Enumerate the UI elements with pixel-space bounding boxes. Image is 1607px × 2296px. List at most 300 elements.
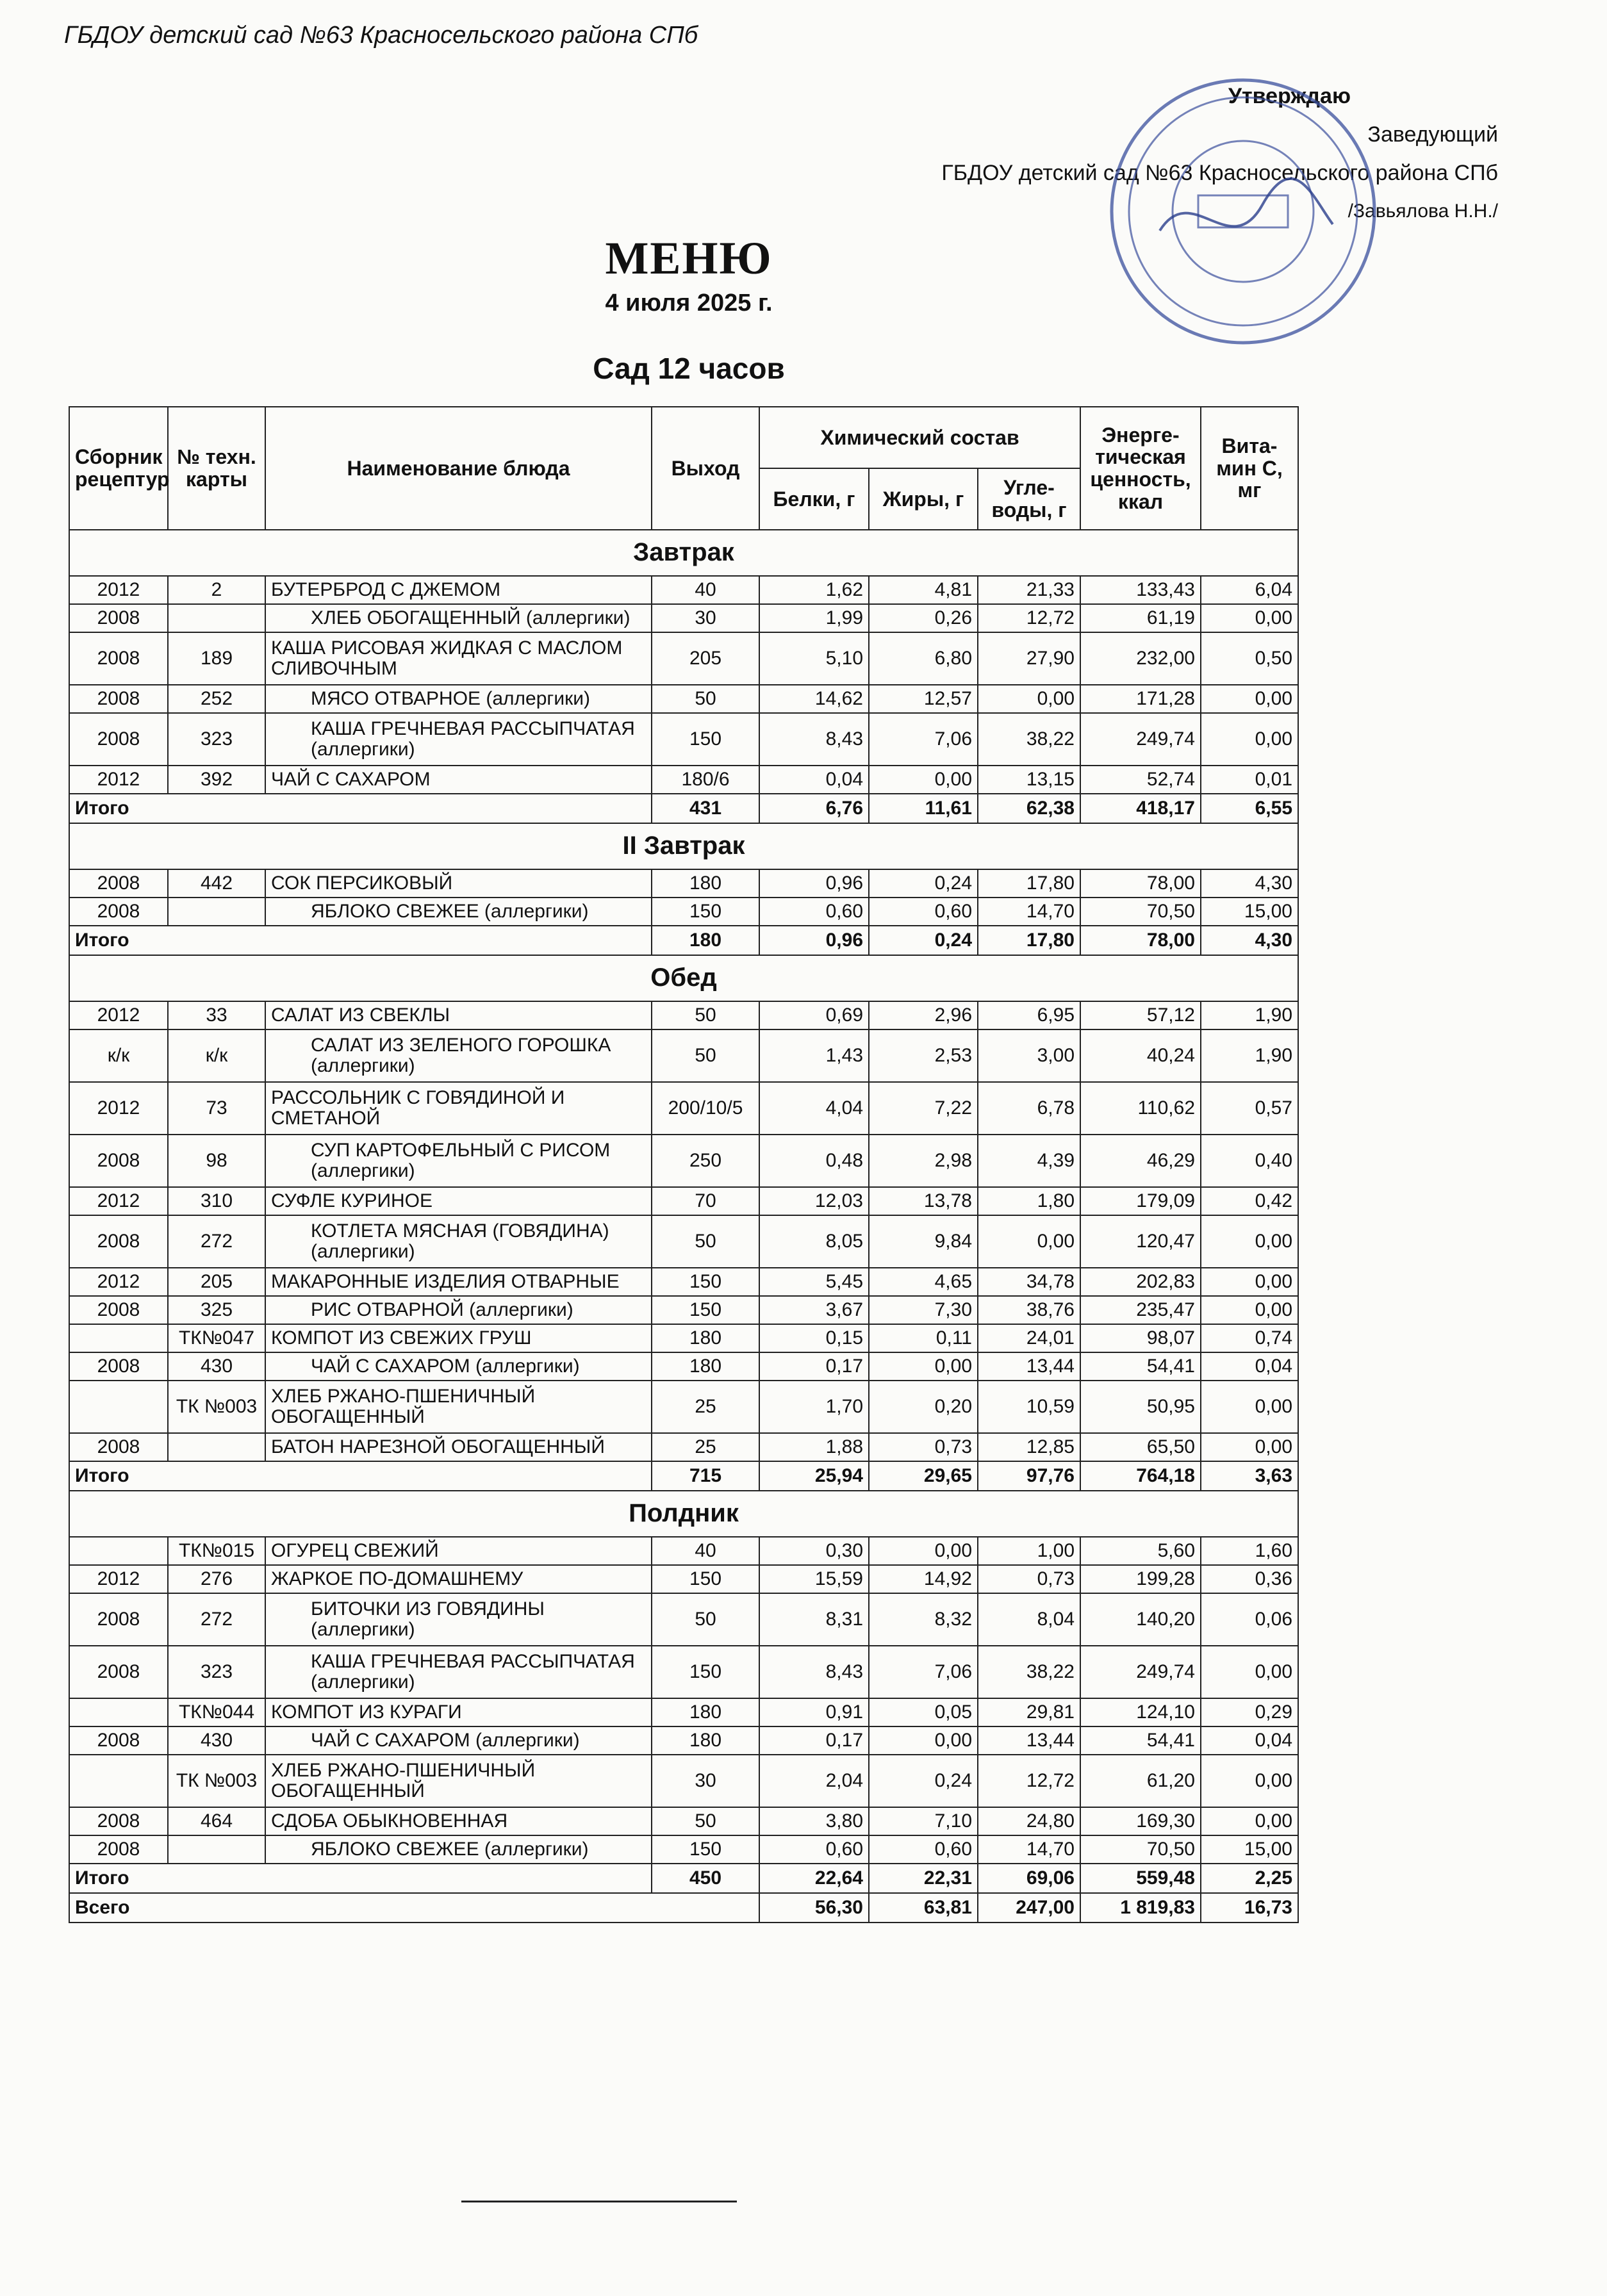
cell-energy: 52,74 bbox=[1080, 766, 1201, 794]
cell-card: 73 bbox=[168, 1082, 265, 1135]
total-label: Итого bbox=[69, 1461, 652, 1491]
cell-protein: 3,67 bbox=[759, 1296, 869, 1324]
total-row bbox=[69, 794, 1298, 823]
total-energy: 559,48 bbox=[1080, 1864, 1201, 1893]
cell-protein: 1,88 bbox=[759, 1433, 869, 1461]
cell-collection: 2008 bbox=[69, 1593, 168, 1646]
cell-dish-name: СУП КАРТОФЕЛЬНЫЙ С РИСОМ (аллергики) bbox=[265, 1135, 652, 1187]
cell-carbs: 0,00 bbox=[978, 1215, 1080, 1268]
grand-total-energy: 1 819,83 bbox=[1080, 1893, 1201, 1923]
cell-card: ТК №003 bbox=[168, 1381, 265, 1433]
total-vitamin: 4,30 bbox=[1201, 926, 1298, 955]
cell-output: 150 bbox=[652, 1268, 759, 1296]
cell-fat: 0,00 bbox=[869, 766, 978, 794]
cell-card: 464 bbox=[168, 1807, 265, 1835]
cell-energy: 110,62 bbox=[1080, 1082, 1201, 1135]
cell-carbs: 10,59 bbox=[978, 1381, 1080, 1433]
cell-fat: 0,73 bbox=[869, 1433, 978, 1461]
page-title: МЕНЮ bbox=[605, 233, 773, 284]
cell-fat: 0,60 bbox=[869, 898, 978, 926]
cell-dish-name: БАТОН НАРЕЗНОЙ ОБОГАЩЕННЫЙ bbox=[265, 1433, 652, 1461]
cell-protein: 8,05 bbox=[759, 1215, 869, 1268]
cell-fat: 0,00 bbox=[869, 1537, 978, 1565]
total-carbs: 17,80 bbox=[978, 926, 1080, 955]
cell-energy: 54,41 bbox=[1080, 1726, 1201, 1755]
menu-table bbox=[69, 406, 1299, 1923]
table-row bbox=[69, 1433, 1298, 1461]
cell-fat: 0,00 bbox=[869, 1352, 978, 1381]
cell-output: 150 bbox=[652, 1565, 759, 1593]
approval-position: Заведующий bbox=[1367, 122, 1498, 147]
total-output: 431 bbox=[652, 794, 759, 823]
cell-collection: 2008 bbox=[69, 1835, 168, 1864]
table-row bbox=[69, 1593, 1298, 1646]
cell-output: 50 bbox=[652, 685, 759, 713]
cell-protein: 0,15 bbox=[759, 1324, 869, 1352]
cell-carbs: 13,44 bbox=[978, 1726, 1080, 1755]
cell-fat: 7,06 bbox=[869, 1646, 978, 1698]
cell-vitamin: 0,00 bbox=[1201, 1807, 1298, 1835]
cell-dish-name: ХЛЕБ РЖАНО-ПШЕНИЧНЫЙ ОБОГАЩЕННЫЙ bbox=[265, 1755, 652, 1807]
approval-title: Утверждаю bbox=[1228, 84, 1351, 108]
header-output: Выход bbox=[652, 407, 759, 530]
cell-card: 430 bbox=[168, 1726, 265, 1755]
cell-dish-name: ХЛЕБ ОБОГАЩЕННЫЙ (аллергики) bbox=[265, 604, 652, 632]
organization-name: ГБДОУ детский сад №63 Красносельского района СПб bbox=[64, 22, 698, 49]
cell-output: 50 bbox=[652, 1593, 759, 1646]
cell-collection: 2008 bbox=[69, 869, 168, 898]
cell-output: 70 bbox=[652, 1187, 759, 1215]
cell-fat: 0,11 bbox=[869, 1324, 978, 1352]
cell-carbs: 27,90 bbox=[978, 632, 1080, 685]
cell-fat: 2,53 bbox=[869, 1029, 978, 1082]
cell-card: 430 bbox=[168, 1352, 265, 1381]
cell-fat: 6,80 bbox=[869, 632, 978, 685]
total-carbs: 97,76 bbox=[978, 1461, 1080, 1491]
cell-collection: 2008 bbox=[69, 632, 168, 685]
cell-energy: 232,00 bbox=[1080, 632, 1201, 685]
table-row bbox=[69, 1537, 1298, 1565]
cell-carbs: 8,04 bbox=[978, 1593, 1080, 1646]
cell-energy: 61,20 bbox=[1080, 1755, 1201, 1807]
cell-card: 276 bbox=[168, 1565, 265, 1593]
header-vitamin: Вита-мин С, мг bbox=[1201, 407, 1298, 530]
cell-protein: 0,96 bbox=[759, 869, 869, 898]
cell-output: 180 bbox=[652, 1698, 759, 1726]
cell-vitamin: 1,90 bbox=[1201, 1001, 1298, 1029]
cell-vitamin: 0,00 bbox=[1201, 685, 1298, 713]
table-row bbox=[69, 1324, 1298, 1352]
cell-carbs: 3,00 bbox=[978, 1029, 1080, 1082]
cell-collection: 2008 bbox=[69, 1296, 168, 1324]
cell-dish-name: РАССОЛЬНИК С ГОВЯДИНОЙ И СМЕТАНОЙ bbox=[265, 1082, 652, 1135]
total-output: 180 bbox=[652, 926, 759, 955]
cell-fat: 9,84 bbox=[869, 1215, 978, 1268]
cell-protein: 12,03 bbox=[759, 1187, 869, 1215]
cell-vitamin: 0,00 bbox=[1201, 1646, 1298, 1698]
cell-output: 150 bbox=[652, 1835, 759, 1864]
table-row bbox=[69, 1835, 1298, 1864]
cell-card: 33 bbox=[168, 1001, 265, 1029]
cell-dish-name: ЧАЙ С САХАРОМ (аллергики) bbox=[265, 1726, 652, 1755]
cell-card: 205 bbox=[168, 1268, 265, 1296]
total-vitamin: 6,55 bbox=[1201, 794, 1298, 823]
cell-collection: 2012 bbox=[69, 766, 168, 794]
cell-card: 392 bbox=[168, 766, 265, 794]
total-carbs: 62,38 bbox=[978, 794, 1080, 823]
section-header-row bbox=[69, 1491, 1298, 1537]
cell-collection: 2008 bbox=[69, 1807, 168, 1835]
cell-dish-name: КАША РИСОВАЯ ЖИДКАЯ С МАСЛОМ СЛИВОЧНЫМ bbox=[265, 632, 652, 685]
total-row bbox=[69, 1864, 1298, 1893]
cell-vitamin: 0,06 bbox=[1201, 1593, 1298, 1646]
table-row bbox=[69, 869, 1298, 898]
cell-output: 180/6 bbox=[652, 766, 759, 794]
cell-protein: 2,04 bbox=[759, 1755, 869, 1807]
cell-vitamin: 4,30 bbox=[1201, 869, 1298, 898]
table-row bbox=[69, 1135, 1298, 1187]
cell-dish-name: ЖАРКОЕ ПО-ДОМАШНЕМУ bbox=[265, 1565, 652, 1593]
cell-card: ТК №003 bbox=[168, 1755, 265, 1807]
cell-collection bbox=[69, 1537, 168, 1565]
cell-carbs: 38,22 bbox=[978, 713, 1080, 766]
cell-card: ТК№044 bbox=[168, 1698, 265, 1726]
cell-output: 30 bbox=[652, 604, 759, 632]
cell-output: 150 bbox=[652, 713, 759, 766]
cell-card bbox=[168, 1835, 265, 1864]
total-protein: 22,64 bbox=[759, 1864, 869, 1893]
table-row bbox=[69, 1082, 1298, 1135]
cell-output: 180 bbox=[652, 869, 759, 898]
cell-collection: 2012 bbox=[69, 1187, 168, 1215]
cell-energy: 199,28 bbox=[1080, 1565, 1201, 1593]
cell-vitamin: 0,00 bbox=[1201, 713, 1298, 766]
cell-protein: 1,62 bbox=[759, 576, 869, 604]
table-row bbox=[69, 1187, 1298, 1215]
cell-protein: 14,62 bbox=[759, 685, 869, 713]
cell-card: ТК№047 bbox=[168, 1324, 265, 1352]
cell-vitamin: 0,42 bbox=[1201, 1187, 1298, 1215]
cell-card bbox=[168, 604, 265, 632]
cell-output: 180 bbox=[652, 1324, 759, 1352]
table-row bbox=[69, 1001, 1298, 1029]
total-carbs: 69,06 bbox=[978, 1864, 1080, 1893]
total-row bbox=[69, 926, 1298, 955]
approval-org: ГБДОУ детский сад №63 Красносельского района СПб bbox=[941, 161, 1498, 185]
cell-dish-name: ЯБЛОКО СВЕЖЕЕ (аллергики) bbox=[265, 898, 652, 926]
cell-fat: 0,24 bbox=[869, 1755, 978, 1807]
cell-fat: 7,10 bbox=[869, 1807, 978, 1835]
cell-dish-name: КАША ГРЕЧНЕВАЯ РАССЫПЧАТАЯ (аллергики) bbox=[265, 1646, 652, 1698]
cell-fat: 2,96 bbox=[869, 1001, 978, 1029]
grand-total-label: Всего bbox=[69, 1893, 759, 1923]
table-row bbox=[69, 713, 1298, 766]
cell-energy: 235,47 bbox=[1080, 1296, 1201, 1324]
cell-carbs: 21,33 bbox=[978, 576, 1080, 604]
cell-fat: 8,32 bbox=[869, 1593, 978, 1646]
cell-dish-name: ЯБЛОКО СВЕЖЕЕ (аллергики) bbox=[265, 1835, 652, 1864]
cell-output: 50 bbox=[652, 1807, 759, 1835]
cell-dish-name: СОК ПЕРСИКОВЫЙ bbox=[265, 869, 652, 898]
cell-protein: 0,60 bbox=[759, 1835, 869, 1864]
cell-collection: 2012 bbox=[69, 1001, 168, 1029]
table-row bbox=[69, 766, 1298, 794]
cell-collection: 2012 bbox=[69, 1082, 168, 1135]
cell-protein: 0,60 bbox=[759, 898, 869, 926]
cell-fat: 0,05 bbox=[869, 1698, 978, 1726]
header-name: Наименование блюда bbox=[265, 407, 652, 530]
cell-energy: 78,00 bbox=[1080, 869, 1201, 898]
total-energy: 78,00 bbox=[1080, 926, 1201, 955]
cell-carbs: 14,70 bbox=[978, 898, 1080, 926]
cell-energy: 249,74 bbox=[1080, 713, 1201, 766]
table-row bbox=[69, 1565, 1298, 1593]
cell-protein: 0,04 bbox=[759, 766, 869, 794]
cell-protein: 0,30 bbox=[759, 1537, 869, 1565]
cell-dish-name: МАКАРОННЫЕ ИЗДЕЛИЯ ОТВАРНЫЕ bbox=[265, 1268, 652, 1296]
cell-dish-name: САЛАТ ИЗ ЗЕЛЕНОГО ГОРОШКА (аллергики) bbox=[265, 1029, 652, 1082]
cell-protein: 8,31 bbox=[759, 1593, 869, 1646]
cell-collection: 2008 bbox=[69, 685, 168, 713]
cell-carbs: 17,80 bbox=[978, 869, 1080, 898]
cell-dish-name: ЧАЙ С САХАРОМ (аллергики) bbox=[265, 1352, 652, 1381]
cell-carbs: 12,85 bbox=[978, 1433, 1080, 1461]
cell-vitamin: 0,00 bbox=[1201, 604, 1298, 632]
cell-output: 40 bbox=[652, 1537, 759, 1565]
cell-carbs: 14,70 bbox=[978, 1835, 1080, 1864]
cell-card: 323 bbox=[168, 713, 265, 766]
cell-protein: 1,99 bbox=[759, 604, 869, 632]
cell-card: 442 bbox=[168, 869, 265, 898]
cell-fat: 7,06 bbox=[869, 713, 978, 766]
cell-output: 50 bbox=[652, 1001, 759, 1029]
cell-fat: 13,78 bbox=[869, 1187, 978, 1215]
cell-collection: 2012 bbox=[69, 1565, 168, 1593]
total-fat: 11,61 bbox=[869, 794, 978, 823]
cell-card: 272 bbox=[168, 1215, 265, 1268]
cell-fat: 0,60 bbox=[869, 1835, 978, 1864]
cell-output: 205 bbox=[652, 632, 759, 685]
cell-fat: 4,65 bbox=[869, 1268, 978, 1296]
cell-output: 25 bbox=[652, 1381, 759, 1433]
cell-vitamin: 0,36 bbox=[1201, 1565, 1298, 1593]
grand-total-carbs: 247,00 bbox=[978, 1893, 1080, 1923]
cell-energy: 61,19 bbox=[1080, 604, 1201, 632]
section-header-row bbox=[69, 955, 1298, 1001]
total-fat: 0,24 bbox=[869, 926, 978, 955]
table-row bbox=[69, 1755, 1298, 1807]
cell-collection: 2008 bbox=[69, 1135, 168, 1187]
cell-collection: 2008 bbox=[69, 1215, 168, 1268]
cell-vitamin: 0,40 bbox=[1201, 1135, 1298, 1187]
grand-total-row bbox=[69, 1893, 1298, 1923]
cell-protein: 4,04 bbox=[759, 1082, 869, 1135]
cell-vitamin: 1,60 bbox=[1201, 1537, 1298, 1565]
cell-energy: 133,43 bbox=[1080, 576, 1201, 604]
cell-card: ТК№015 bbox=[168, 1537, 265, 1565]
grand-total-vitamin: 16,73 bbox=[1201, 1893, 1298, 1923]
cell-output: 50 bbox=[652, 1215, 759, 1268]
cell-output: 50 bbox=[652, 1029, 759, 1082]
header-fat: Жиры, г bbox=[869, 468, 978, 530]
cell-carbs: 4,39 bbox=[978, 1135, 1080, 1187]
cell-protein: 0,48 bbox=[759, 1135, 869, 1187]
cell-collection: 2012 bbox=[69, 1268, 168, 1296]
cell-card: 310 bbox=[168, 1187, 265, 1215]
cell-collection: 2008 bbox=[69, 1352, 168, 1381]
section-title: Обед bbox=[69, 955, 1298, 1001]
total-fat: 29,65 bbox=[869, 1461, 978, 1491]
cell-energy: 65,50 bbox=[1080, 1433, 1201, 1461]
cell-fat: 4,81 bbox=[869, 576, 978, 604]
cell-output: 150 bbox=[652, 898, 759, 926]
section-header-row bbox=[69, 530, 1298, 576]
cell-protein: 0,69 bbox=[759, 1001, 869, 1029]
header-chem: Химический состав bbox=[759, 407, 1080, 468]
cell-dish-name: КОТЛЕТА МЯСНАЯ (ГОВЯДИНА) (аллергики) bbox=[265, 1215, 652, 1268]
cell-protein: 15,59 bbox=[759, 1565, 869, 1593]
cell-collection: 2008 bbox=[69, 1646, 168, 1698]
cell-dish-name: СУФЛЕ КУРИНОЕ bbox=[265, 1187, 652, 1215]
cell-energy: 70,50 bbox=[1080, 1835, 1201, 1864]
cell-fat: 2,98 bbox=[869, 1135, 978, 1187]
cell-output: 30 bbox=[652, 1755, 759, 1807]
cell-dish-name: МЯСО ОТВАРНОЕ (аллергики) bbox=[265, 685, 652, 713]
total-protein: 0,96 bbox=[759, 926, 869, 955]
total-label: Итого bbox=[69, 926, 652, 955]
cell-card: 325 bbox=[168, 1296, 265, 1324]
cell-protein: 5,45 bbox=[759, 1268, 869, 1296]
cell-output: 150 bbox=[652, 1296, 759, 1324]
cell-vitamin: 0,04 bbox=[1201, 1352, 1298, 1381]
cell-fat: 0,26 bbox=[869, 604, 978, 632]
total-protein: 25,94 bbox=[759, 1461, 869, 1491]
table-row bbox=[69, 604, 1298, 632]
table-row bbox=[69, 1698, 1298, 1726]
cell-vitamin: 0,01 bbox=[1201, 766, 1298, 794]
cell-carbs: 24,01 bbox=[978, 1324, 1080, 1352]
cell-carbs: 6,78 bbox=[978, 1082, 1080, 1135]
cell-energy: 124,10 bbox=[1080, 1698, 1201, 1726]
cell-output: 180 bbox=[652, 1352, 759, 1381]
cell-carbs: 6,95 bbox=[978, 1001, 1080, 1029]
total-label: Итого bbox=[69, 1864, 652, 1893]
cell-energy: 171,28 bbox=[1080, 685, 1201, 713]
approval-signature: /Завьялова Н.Н./ bbox=[1347, 201, 1498, 222]
cell-collection: 2008 bbox=[69, 604, 168, 632]
cell-protein: 0,17 bbox=[759, 1726, 869, 1755]
cell-carbs: 38,76 bbox=[978, 1296, 1080, 1324]
table-row bbox=[69, 1807, 1298, 1835]
menu-date: 4 июля 2025 г. bbox=[605, 290, 773, 316]
cell-collection: 2008 bbox=[69, 713, 168, 766]
table-row bbox=[69, 1381, 1298, 1433]
header-protein: Белки, г bbox=[759, 468, 869, 530]
cell-card: 189 bbox=[168, 632, 265, 685]
table-row bbox=[69, 1646, 1298, 1698]
cell-collection bbox=[69, 1381, 168, 1433]
cell-fat: 12,57 bbox=[869, 685, 978, 713]
cell-collection: к/к bbox=[69, 1029, 168, 1082]
cell-vitamin: 0,04 bbox=[1201, 1726, 1298, 1755]
cell-energy: 169,30 bbox=[1080, 1807, 1201, 1835]
cell-dish-name: САЛАТ ИЗ СВЕКЛЫ bbox=[265, 1001, 652, 1029]
cell-card: 272 bbox=[168, 1593, 265, 1646]
grand-total-fat: 63,81 bbox=[869, 1893, 978, 1923]
cell-vitamin: 0,29 bbox=[1201, 1698, 1298, 1726]
cell-dish-name: БИТОЧКИ ИЗ ГОВЯДИНЫ (аллергики) bbox=[265, 1593, 652, 1646]
cell-output: 150 bbox=[652, 1646, 759, 1698]
total-protein: 6,76 bbox=[759, 794, 869, 823]
cell-vitamin: 0,00 bbox=[1201, 1268, 1298, 1296]
table-row bbox=[69, 1029, 1298, 1082]
total-output: 450 bbox=[652, 1864, 759, 1893]
cell-energy: 5,60 bbox=[1080, 1537, 1201, 1565]
cell-energy: 98,07 bbox=[1080, 1324, 1201, 1352]
section-header-row bbox=[69, 823, 1298, 869]
cell-protein: 0,17 bbox=[759, 1352, 869, 1381]
cell-dish-name: РИС ОТВАРНОЙ (аллергики) bbox=[265, 1296, 652, 1324]
cell-carbs: 1,80 bbox=[978, 1187, 1080, 1215]
table-row bbox=[69, 1296, 1298, 1324]
total-row bbox=[69, 1461, 1298, 1491]
cell-card bbox=[168, 898, 265, 926]
cell-collection: 2008 bbox=[69, 1433, 168, 1461]
menu-body bbox=[69, 530, 1298, 1923]
cell-vitamin: 15,00 bbox=[1201, 1835, 1298, 1864]
cell-vitamin: 0,50 bbox=[1201, 632, 1298, 685]
header-energy: Энерге-тическая ценность, ккал bbox=[1080, 407, 1201, 530]
cell-carbs: 13,15 bbox=[978, 766, 1080, 794]
cell-vitamin: 0,00 bbox=[1201, 1755, 1298, 1807]
cell-protein: 0,91 bbox=[759, 1698, 869, 1726]
cell-fat: 0,24 bbox=[869, 869, 978, 898]
cell-energy: 46,29 bbox=[1080, 1135, 1201, 1187]
cell-protein: 8,43 bbox=[759, 1646, 869, 1698]
cell-protein: 1,70 bbox=[759, 1381, 869, 1433]
table-row bbox=[69, 632, 1298, 685]
cell-dish-name: ОГУРЕЦ СВЕЖИЙ bbox=[265, 1537, 652, 1565]
cell-fat: 7,30 bbox=[869, 1296, 978, 1324]
cell-carbs: 12,72 bbox=[978, 604, 1080, 632]
cell-vitamin: 0,00 bbox=[1201, 1433, 1298, 1461]
section-title: Полдник bbox=[69, 1491, 1298, 1537]
cell-collection bbox=[69, 1698, 168, 1726]
cell-card bbox=[168, 1433, 265, 1461]
cell-fat: 7,22 bbox=[869, 1082, 978, 1135]
cell-fat: 14,92 bbox=[869, 1565, 978, 1593]
total-fat: 22,31 bbox=[869, 1864, 978, 1893]
cell-carbs: 34,78 bbox=[978, 1268, 1080, 1296]
total-energy: 764,18 bbox=[1080, 1461, 1201, 1491]
cell-energy: 40,24 bbox=[1080, 1029, 1201, 1082]
table-row bbox=[69, 898, 1298, 926]
section-title: II Завтрак bbox=[69, 823, 1298, 869]
cell-card: 2 bbox=[168, 576, 265, 604]
cell-energy: 57,12 bbox=[1080, 1001, 1201, 1029]
cell-fat: 0,20 bbox=[869, 1381, 978, 1433]
cell-card: 323 bbox=[168, 1646, 265, 1698]
total-output: 715 bbox=[652, 1461, 759, 1491]
table-row bbox=[69, 1726, 1298, 1755]
cell-carbs: 0,00 bbox=[978, 685, 1080, 713]
table-row bbox=[69, 576, 1298, 604]
cell-collection: 2008 bbox=[69, 1726, 168, 1755]
cell-output: 200/10/5 bbox=[652, 1082, 759, 1135]
total-vitamin: 2,25 bbox=[1201, 1864, 1298, 1893]
header-carbs: Угле-воды, г bbox=[978, 468, 1080, 530]
cell-dish-name: ХЛЕБ РЖАНО-ПШЕНИЧНЫЙ ОБОГАЩЕННЫЙ bbox=[265, 1381, 652, 1433]
